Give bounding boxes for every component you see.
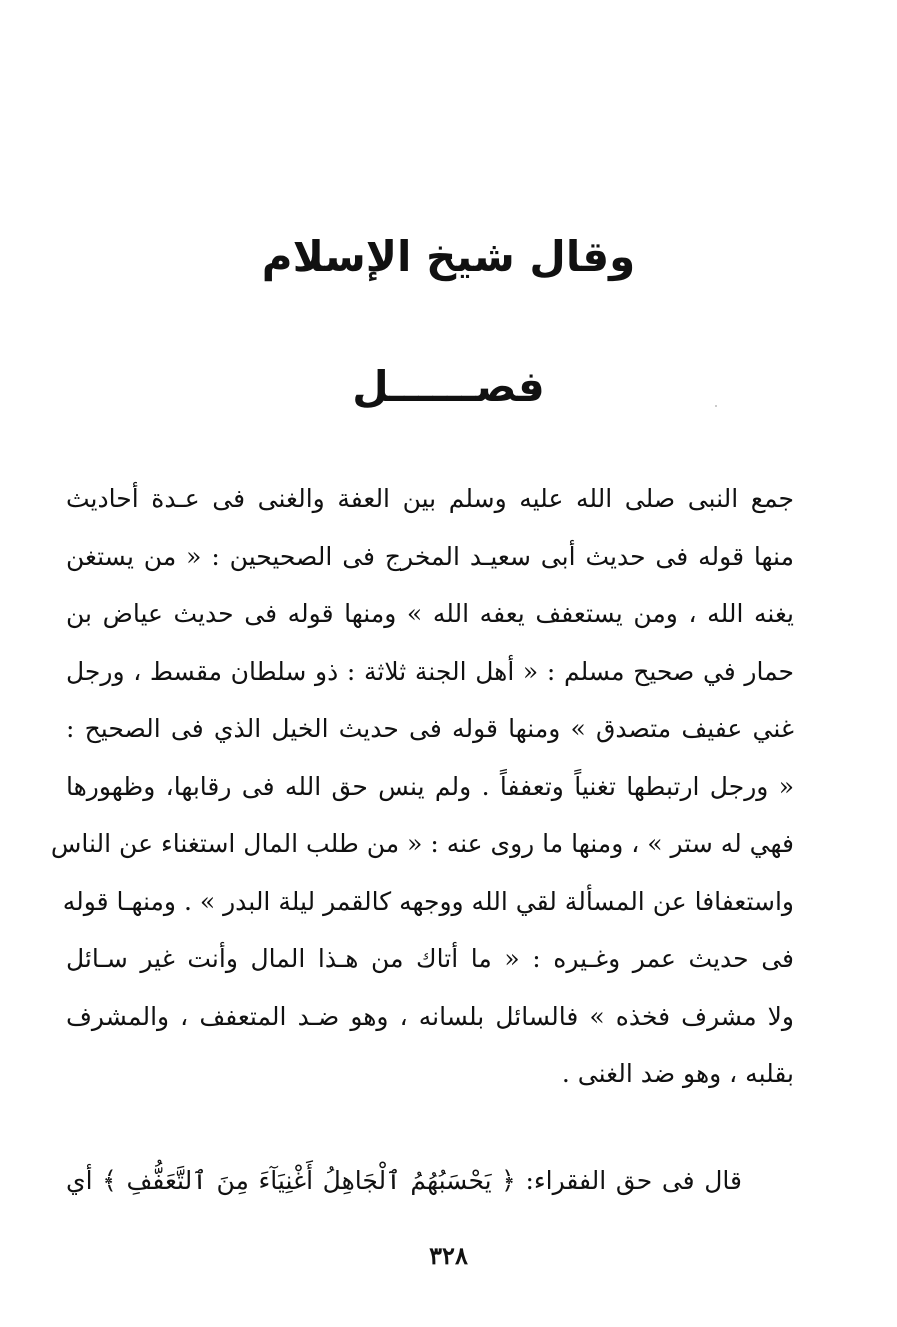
quran-citation-line: قال فى حق الفقراء: ﴿ يَحْسَبُهُمُ ٱلْجَاهِلُ أَغْنِيَآءَ مِنَ ٱلتَّعَفُّفِ ﴾ أي — [66, 1166, 742, 1195]
text-line: حمار في صحيح مسلم : « أهل الجنة ثلاثة : ذو سلطان مقسط ، ورجل — [66, 656, 794, 686]
print-speck — [715, 405, 717, 407]
text-line: غني عفيف متصدق » ومنها قوله فى حديث الخيل الذي فى الصحيح : — [66, 714, 794, 743]
section-heading: فصــــــل — [352, 362, 545, 411]
text-line: منها قوله فى حديث أبى سعيـد المخرج فى الصحيحين : « من يستغن — [66, 541, 794, 571]
text-line: « ورجل ارتبطها تغنياً وتعففاً . ولم ينس حق الله فى رقابها، وظهورها — [66, 771, 794, 801]
page-number: ٣٢٨ — [429, 1241, 468, 1270]
text-line: يغنه الله ، ومن يستعفف يعفه الله » ومنها قوله فى حديث عياض بن — [66, 599, 794, 628]
text-line: فى حديث عمر وغـيره : « ما أتاك من هـذا المال وأنت غير سـائل — [66, 944, 794, 973]
body-paragraph — [50, 478, 794, 1111]
text-line: جمع النبى صلى الله عليه وسلم بين العفة والغنى فى عـدة أحاديث — [66, 484, 794, 513]
text-line: واستعفافا عن المسألة لقي الله ووجهه كالقمر ليلة البدر » . ومنهـا قوله — [62, 886, 794, 916]
text-line: ولا مشرف فخذه » فالسائل بلسانه ، وهو ضـد المتعفف ، والمشرف — [66, 1001, 794, 1031]
text-line: بقلبه ، وهو ضد الغنى . — [561, 1059, 794, 1088]
text-line: فهي له ستر » ، ومنها ما روى عنه : « من طلب المال استغناء عن الناس — [50, 829, 794, 858]
main-heading: وقال شيخ الإسلام — [261, 232, 636, 281]
